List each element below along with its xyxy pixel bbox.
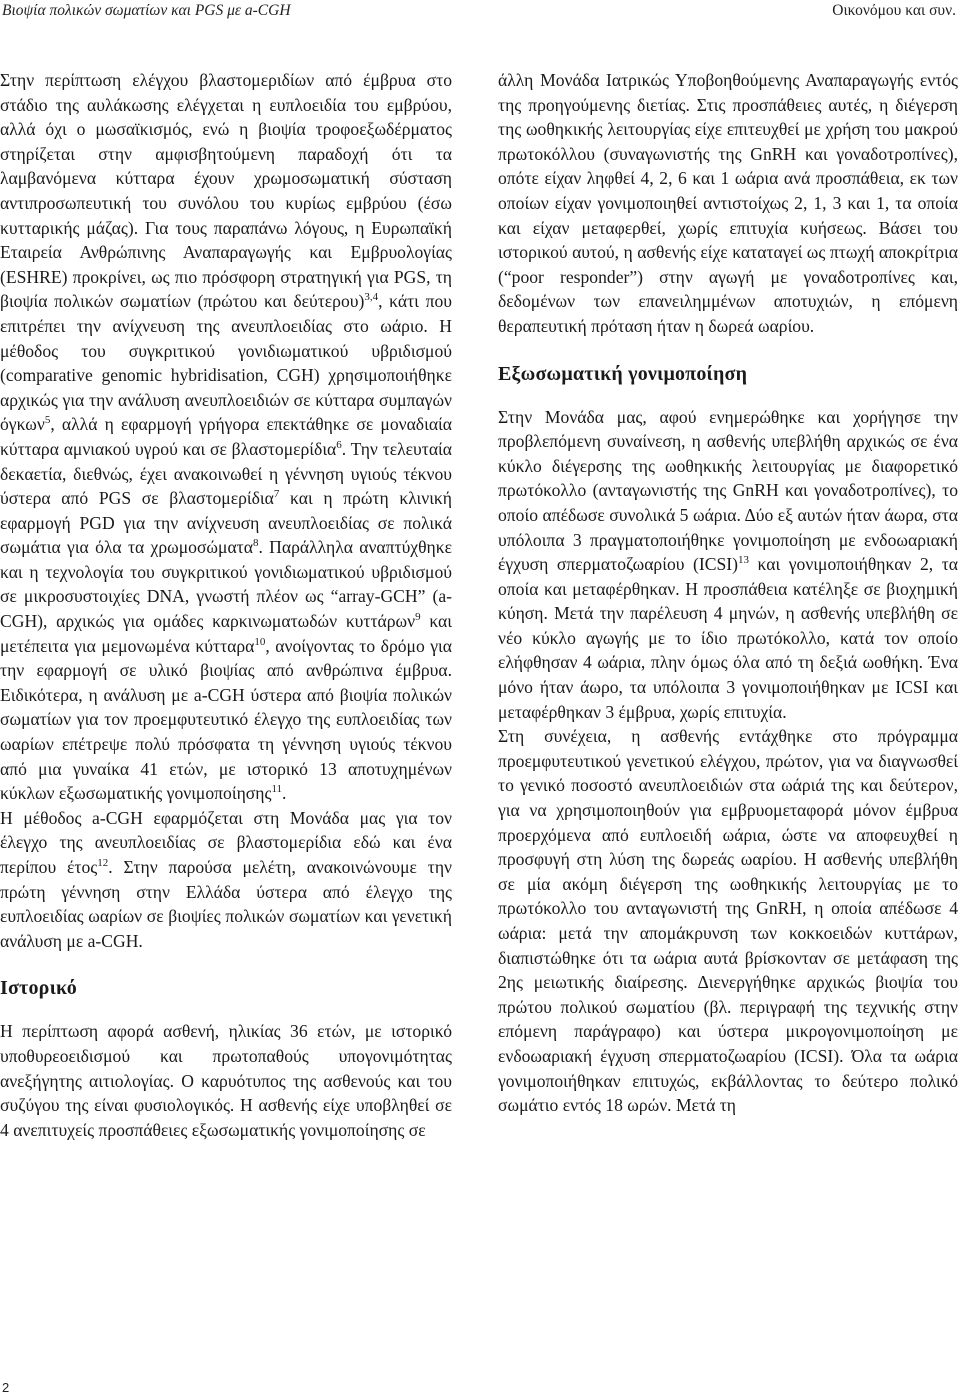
running-head-authors: Οικονόμου και συν. [832, 2, 956, 19]
paragraph-history: Η περίπτωση αφορά ασθενή, ηλικίας 36 ετών, με ιστορικό υποθυρεοειδισμού και πρωτοπαθούς υπογονιμότητας ανεξήγητης αιτιολογίας. Ο καρυότυπος της ασθενούς και του συζύγου της είναι φυσιολογικός. Η ασθενής είχε υποβληθεί σε 4 ανεπιτυχείς προσπάθειες εξωσωματικής γονιμοποίησης σε [0, 1021, 452, 1140]
section-heading-history: Ιστορικό [0, 977, 77, 1000]
paragraph-ivf: Στην Μονάδα μας, αφού ενημερώθηκε και χορήγησε την προβλεπόμενη συναίνεση, η ασθενής υπεβλήθη αρχικώς σε ένα κύκλο διέγερσης της ωοθηκικής λειτουργίας με διαφορετικό πρωτόκολλο (ανταγωνιστής της GnRH και γοναδοτροπίνες), το οποίο απέδωσε συνολικά 5 ωάρια. Δύο εξ αυτών ήταν άωρα, στα υπόλοιπα 3 πραγματοποιήθηκε γονιμοποίηση με ενδοωαριακή έγχυση σπερματοζωαρίου (ICSI)$^{13}$ και γονιμοποιήθηκαν 2, τα οποία και μεταφέρθηκαν. Η προσπάθεια κατέληξε σε βιοχημική κύηση. Μετά την παρέλευση 4 μηνών, η ασθενής υπεβλήθη σε νέο κύκλο αγωγής με το ίδιο πρωτόκολλο, κατά τον οποίο ελήφθησαν 4 ωάρια, πλην όμως όλα από τη δεξιά ωοθήκη. Ένα μόνο ήταν άωρο, τα υπόλοιπα 3 γονιμοποιήθηκαν με ICSI και μεταφέρθηκαν 3 έμβρυα, χωρίς επιτυχία. [498, 406, 959, 722]
citation: 8 [252, 537, 259, 550]
citation: 9 [415, 611, 421, 624]
citation: 3,4 [364, 291, 379, 304]
citation: 13 [737, 554, 749, 567]
right-column [498, 68, 958, 1118]
page-number: 2 [2, 1380, 10, 1395]
section-heading-ivf: Εξωσωματική γονιμοποίηση [498, 362, 748, 385]
running-head [0, 2, 960, 26]
citation: 12 [97, 857, 109, 870]
citation: 6 [336, 439, 342, 452]
citation: 5 [44, 414, 51, 427]
running-head-title: Βιοψία πολικών σωματίων και PGS με a-CGH [2, 2, 291, 19]
citation: 7 [273, 488, 280, 501]
citation: 11 [271, 783, 283, 796]
paragraph-history-cont: άλλη Μονάδα Ιατρικώς Υποβοηθούμενης Αναπαραγωγής εντός της προηγούμενης διετίας. Στις προσπάθειες αυτές, η διέγερση της ωοθηκικής λειτουργίας είχε επιτευχθεί με χρήση του μακρού πρωτοκόλλου (συναγωνιστής της GnRH και γοναδοτροπίνες), οπότε είχαν ληφθεί 4, 2, 6 και 1 ωάρια ανά προσπάθεια, εκ των οποίων είχαν γονιμοποιηθεί αντιστοίχως 2, 1, 3 και 1, τα οποία και είχαν μεταφερθεί, χωρίς επιτυχία κυήσεως. Βάσει του ιστορικού αυτού, η ασθενής είχε καταταγεί ως πτωχή αποκρίτρια (“poor responder”) στην αγωγή με γοναδοτροπίνες και, δεδομένων των επανειλημμένων αποτυχιών, η επόμενη θεραπευτική πρόταση ήταν η δωρεά ωαρίου. [498, 70, 958, 336]
paragraph-method: Η μέθοδος a-CGH εφαρμόζεται στη Μονάδα μας για τον έλεγχο της ανευπλοειδίας σε βλαστομερίδια εδώ και ένα περίπου έτος$^{12}$. Στην παρούσα μελέτη, ανακοινώνουμε την πρώτη γέννηση στην Ελλάδα ύστερα από έλεγχο της ευπλοειδίας ωαρίων σε βιοψίες πολικών σωματίων και γενετική ανάλυση με a-CGH. [0, 807, 452, 951]
paragraph-pgs: Στη συνέχεια, η ασθενής εντάχθηκε στο πρόγραμμα προεμφυτευτικού γενετικού ελέγχου, πρώτον, για να διαγνωσθεί το γενικό ποσοστό ανευπλοειδιών στα ωάριά της και δεύτερον, για να χρησιμοποιηθούν για εμβρυομεταφορά μόνον έμβρυα προερχόμενα από ευπλοειδή ωάρια, ώστε να αποφευχθεί η προσφυγή στη λύση της δωρεάς ωαρίου. Η ασθενής υπεβλήθη σε μία ακόμη διέγερση της ωοθηκικής λειτουργίας με το πρωτόκολλο του ανταγωνιστή της GnRH, η οποία απέδωσε 4 ωάρια: μετά την απομάκρυνση των κοκκοειδών κυττάρων, διαπιστώθηκε ότι τα ωάρια αυτά βρίσκονταν σε μετάφαση της 2ης μειωτικής διαίρεσης. Διενεργήθηκε αρχικώς βιοψία του πρώτου πολικού σωματίου (βλ. περιγραφή της τεχνικής στην επόμενη παράγραφο) και ύστερα μικρογονιμοποίηση με ενδοωαριακή έγχυση σπερματοζωαρίου (ICSI). Όλα τα ωάρια γονιμοποιήθηκαν επιτυχώς, εκβάλλοντας το δεύτερο πολικό σωμάτιο εντός 18 ωρών. Μετά τη [498, 726, 958, 1116]
paragraph-intro: Στην περίπτωση ελέγχου βλαστομεριδίων από έμβρυα στο στάδιο της αυλάκωσης ελέγχεται η ευπλοειδία του εμβρύου, αλλά όχι ο μωσαϊκισμός, ενώ η βιοψία τροφοεξωδέρματος στηρίζεται στην αμφισβητούμενη παραδοχή ότι τα λαμβανόμενα κύτταρα έχουν χρωμοσωματική σύσταση αντιπροσωπευτική του συνόλου του κυρίως εμβρύου (έσω κυτταρικής μάζας). Για τους παραπάνω λόγους, η Ευρωπαϊκή Εταιρεία Ανθρώπινης Αναπαραγωγής και Εμβρυολογίας (ESHRE) προκρίνει, ως πιο πρόσφορη στρατηγική για PGS, τη βιοψία πολικών σωματίων (πρώτου και δεύτερου)$^{3,4}$, κάτι που επιτρέπει την ανίχνευση της ανευπλοειδίας στο ωάριο. Η μέθοδος του συγκριτικού γονιδιωματικού υβριδισμού (comparative genomic hybridisation, CGH) χρησιμοποιήθηκε αρχικώς για την ανάλυση ανευπλοειδιών σε κύτταρα συμπαγών όγκων$^5$, αλλά η εφαρμογή γρήγορα επεκτάθηκε σε μοναδιαία κύτταρα αμνιακού υγρού και σε βλαστομερίδια$^6$. Την τελευταία δεκαετία, διεθνώς, έχει ανακοινωθεί η γέννηση υγιούς τέκνου ύστερα από PGS σε βλαστομερίδια$^7$ και η πρώτη κλινική εφαρμογή PGD για την ανίχνευση ανευπλοειδίας σε πολικά σωμάτια για όλα τα χρωμοσώματα$^8$. Παράλληλα αναπτύχθηκε και η τεχνολογία του συγκριτικού γονιδιωματικού υβριδισμού σε μικροσυστοιχίες DNA, γνωστή πλέον ως “array-GCH” (a-CGH), αρχικώς για ομάδες καρκινωματωδών κυττάρων$^9$ και μετέπειτα για μεμονωμένα κύτταρα$^{10}$, ανοίγοντας το δρόμο για την εφαρμογή σε υλικό βιοψίας από ανθρώπινα έμβρυα. Ειδικότερα, η ανάλυση με a-CGH ύστερα από βιοψία πολικών σωματίων για τον προεμφυτευτικό έλεγχο της ευπλοειδίας των ωαρίων επέτρεψε πολύ πρόσφατα τη γέννηση υγιούς τέκνου από μια γυναίκα 41 ετών, με ιστορικό 13 αποτυχημένων κύκλων εξωσωματικής γονιμοποίησης$^{11}$. [0, 70, 453, 804]
citation: 10 [254, 635, 266, 648]
left-column [0, 68, 452, 1142]
